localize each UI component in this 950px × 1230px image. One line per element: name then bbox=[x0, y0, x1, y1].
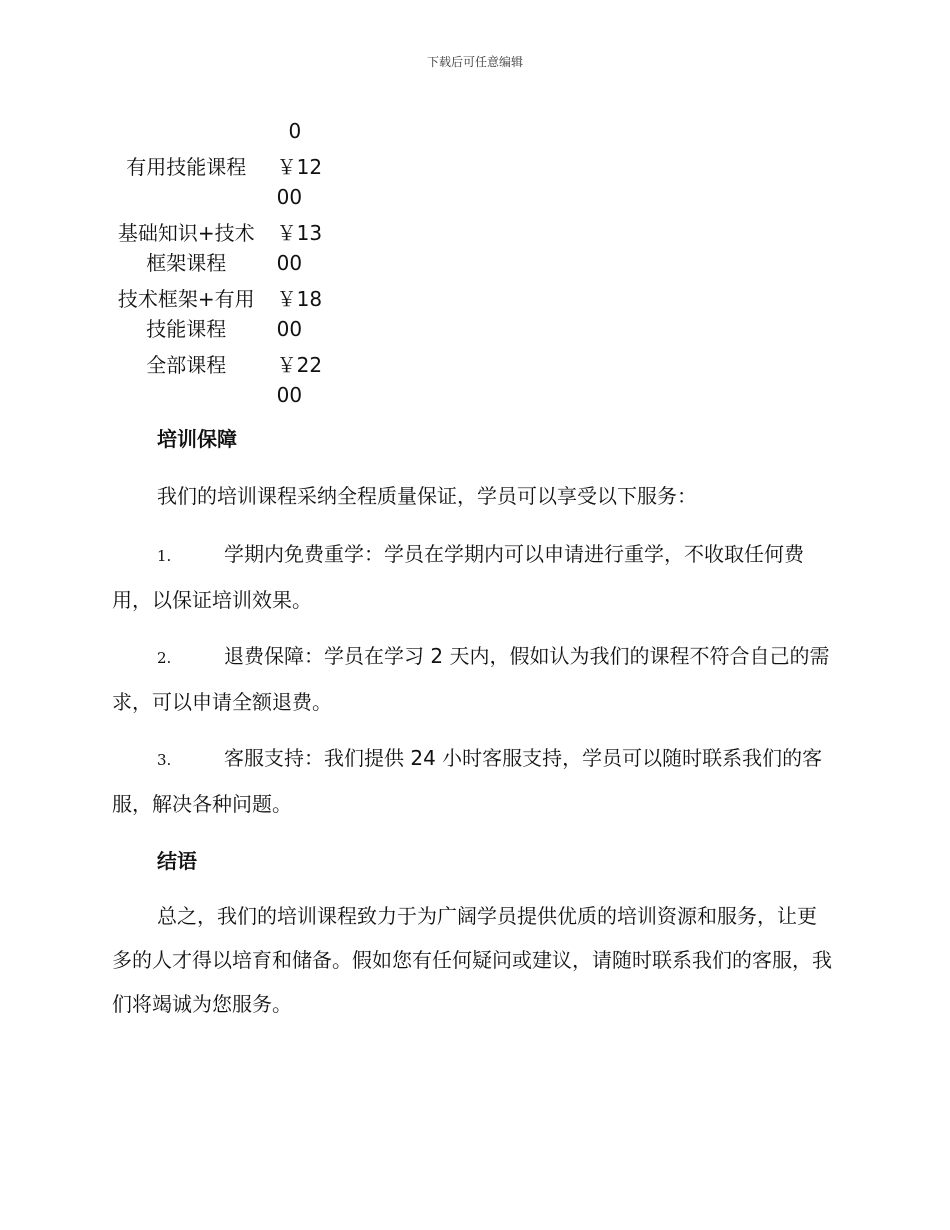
price-cell: ￥13 00 bbox=[276, 221, 323, 275]
guarantee-list-item bbox=[112, 736, 834, 826]
list-item-number: 3. bbox=[157, 751, 172, 769]
conclusion-paragraph bbox=[112, 894, 834, 1026]
price-cell: 0 bbox=[288, 119, 302, 143]
guarantee-list-item bbox=[112, 532, 834, 622]
price-table-row bbox=[112, 152, 342, 212]
price-cell: ￥22 00 bbox=[276, 353, 323, 407]
course-cell: 有用技能课程 bbox=[126, 155, 247, 179]
course-cell-empty bbox=[112, 116, 261, 146]
list-item-text: 客服支持：我们提供 24 小时客服支持，学员可以随时联系我们的客服，解决各种问题。 bbox=[112, 746, 823, 816]
conclusion-text: 总之，我们的培训课程致力于为广阔学员提供优质的培训资源和服务，让更多的人才得以培育和储备。假如您有任何疑问或建议，请随时联系我们的客服，我们将竭诚为您服务。 bbox=[112, 904, 832, 1016]
guarantee-list-item bbox=[112, 634, 834, 724]
price-table bbox=[112, 116, 342, 410]
course-cell: 全部课程 bbox=[146, 353, 227, 377]
price-table-row bbox=[112, 284, 342, 344]
page-header: 下载后可任意编辑 bbox=[426, 55, 523, 69]
price-cell: ￥18 00 bbox=[276, 287, 323, 341]
course-cell: 技术框架+有用技能课程 bbox=[117, 287, 255, 341]
guarantee-intro bbox=[112, 474, 834, 518]
course-cell: 基础知识+技术框架课程 bbox=[117, 221, 255, 275]
list-item-text: 退费保障：学员在学习 2 天内，假如认为我们的课程不符合自己的需求，可以申请全额退费。 bbox=[112, 644, 830, 714]
list-item-number: 2. bbox=[157, 649, 172, 667]
section-heading-guarantee: 培训保障 bbox=[157, 427, 237, 451]
price-table-row bbox=[112, 350, 342, 410]
price-table-continuation-row bbox=[112, 116, 342, 146]
guarantee-intro-text: 我们的培训课程采纳全程质量保证，学员可以享受以下服务： bbox=[157, 484, 697, 508]
list-item-text: 学期内免费重学：学员在学期内可以申请进行重学，不收取任何费用，以保证培训效果。 bbox=[112, 542, 804, 612]
section-heading-conclusion: 结语 bbox=[157, 849, 197, 873]
price-cell: ￥12 00 bbox=[276, 155, 323, 209]
price-table-row bbox=[112, 218, 342, 278]
list-item-number: 1. bbox=[157, 547, 172, 565]
